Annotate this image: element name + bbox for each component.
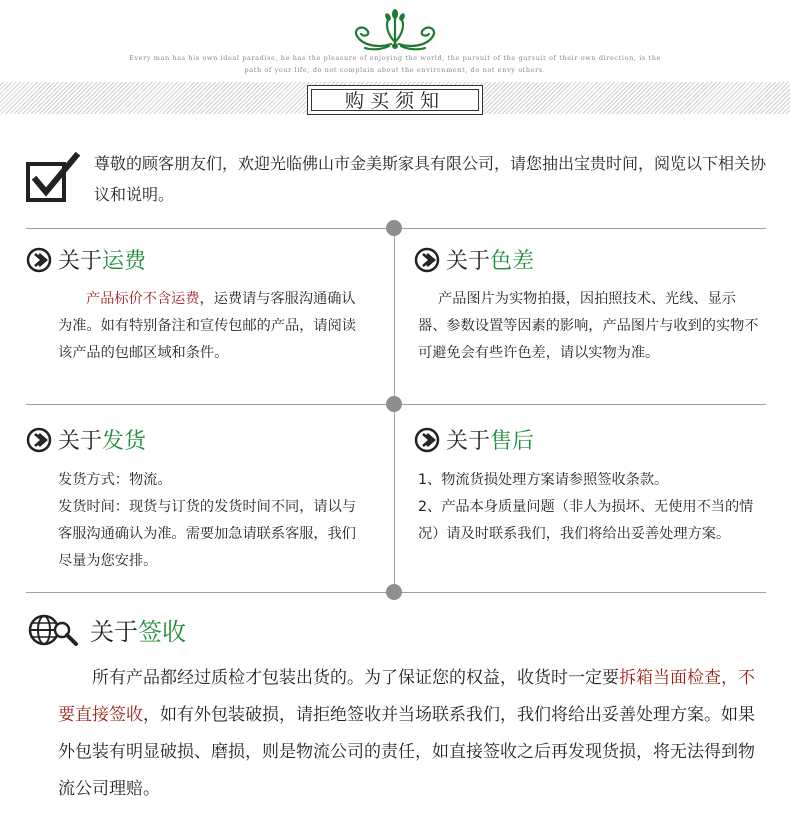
- section-delivery-body: [58, 467, 370, 575]
- circle-arrow-icon: [414, 427, 440, 453]
- section-shipping-fee-heading: 关于 运费: [26, 244, 146, 275]
- intro-text: 尊敬的顾客朋友们，欢迎光临佛山市金美斯家具有限公司，请您抽出宝贵时间，阅览以下相关协议和说明。: [94, 154, 767, 204]
- section-shipping-fee-body: 产品标价不含运费，运费请与客服沟通确认为准。如有特别备注和宣传包邮的产品，请阅读该产品的包邮区域和条件。: [58, 291, 356, 361]
- delivery-method: 发货方式：物流。: [58, 472, 172, 488]
- circle-arrow-icon: [26, 247, 52, 273]
- title-box: [307, 85, 483, 115]
- section-keyword: 售后: [490, 429, 535, 454]
- section-color-diff-heading: 关于 色差: [414, 244, 534, 275]
- page-title: 购买须知: [344, 90, 445, 112]
- checkbox-check-icon: [26, 152, 80, 202]
- divider-dot-top: [386, 220, 402, 236]
- divider-dot-bottom: [386, 584, 402, 600]
- motto-line-1: Every man has his own ideal paradise, he has the pleasure of enjoying the world, the pursuit of the gursuit of their own direction, is the: [129, 54, 661, 62]
- section-after-sales-heading: 关于 售后: [414, 424, 534, 455]
- shipping-fee-highlight: 产品标价不含运费: [86, 291, 200, 307]
- divider-dot-middle: [386, 396, 402, 412]
- globe-search-icon: [26, 613, 82, 647]
- section-keyword: 签收: [138, 618, 186, 646]
- section-after-sales-body: [418, 467, 762, 548]
- signing-highlight: 拆箱当面检查，不要直接签收: [58, 668, 755, 725]
- circle-arrow-icon: [26, 427, 52, 453]
- section-keyword: 色差: [490, 249, 535, 274]
- section-signing-body: 所有产品都经过质检才包装出货的。为了保证您的权益，收货时一定要拆箱当面检查，不要直接签收，如有外包装破损，请拒绝签收并当场联系我们，我们将给出妥善处理方案。如果外包装有明显破损、磨损，则是物流公司的责任，如直接签收之后再发现货损，将无法得到物流公司理赔。: [58, 668, 755, 799]
- section-keyword: 发货: [102, 429, 147, 454]
- motto-line-2: path of your life, do not complain about the environment, do not envy others.: [244, 66, 546, 74]
- section-signing-heading: 关于 签收: [26, 612, 186, 647]
- section-color-diff-body: 产品图片为实物拍摄，因拍照技术、光线、显示器、参数设置等因素的影响，产品图片与收到的实物不可避免会有些许色差，请以实物为准。: [418, 291, 759, 361]
- section-keyword: 运费: [102, 249, 147, 274]
- floral-ornament-icon: [345, 8, 445, 52]
- section-delivery-heading: 关于 发货: [26, 424, 146, 455]
- circle-arrow-icon: [414, 247, 440, 273]
- delivery-time: 发货时间：现货与订货的发货时间不同，请以与客服沟通确认为准。需要加急请联系客服，我们尽量为您安排。: [58, 499, 356, 569]
- after-sales-item-2: 2、产品本身质量问题（非人为损坏、无使用不当的情况）请及时联系我们，我们将给出妥善处理方案。: [418, 499, 754, 542]
- after-sales-item-1: 1、物流货损处理方案请参照签收条款。: [418, 472, 669, 488]
